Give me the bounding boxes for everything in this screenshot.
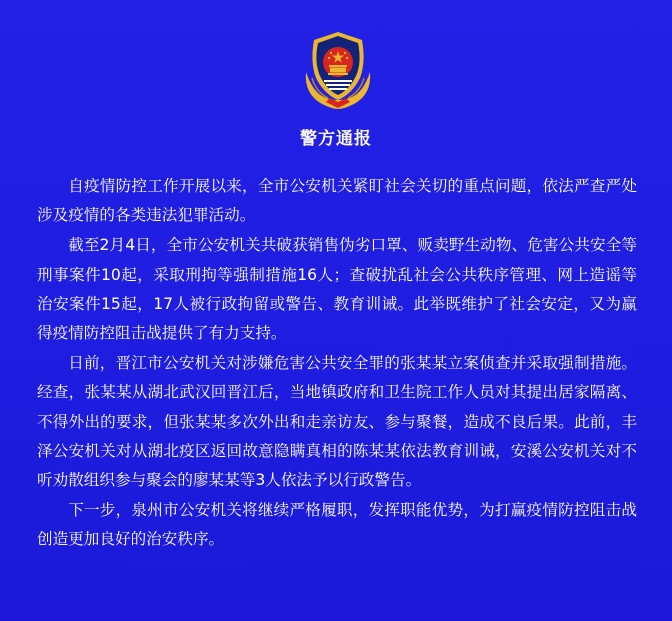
police-emblem-icon (298, 28, 378, 110)
notice-body (37, 172, 637, 556)
paragraph: 日前，晋江市公安机关对涉嫌危害公共安全罪的张某某立案侦查并采取强制措施。经查，张某某从湖北武汉回晋江后，当地镇政府和卫生院工作人员对其提出居家隔离、不得外出的要求，但张某某多次外出和走亲访友、参与聚餐，造成不良后果。此前，丰泽公安机关对从湖北疫区返回故意隐瞒真相的陈某某依法教育训诫，安溪公安机关对不听劝散组织参与聚会的廖某某等3人依法予以行政警告。 (37, 354, 637, 490)
paragraph: 下一步，泉州市公安机关将继续严格履职，发挥职能优势，为打赢疫情防控阻击战创造更加良好的治安秩序。 (37, 501, 637, 549)
notice-title: 警方通报 (300, 129, 372, 149)
paragraph: 截至2月4日，全市公安机关共破获销售伪劣口罩、贩卖野生动物、危害公共安全等刑事案件10起，采取刑拘等强制措施16人；查破扰乱社会公共秩序管理、网上造谣等治安案件15起，17人被行政拘留或警告、教育训诫。此举既维护了社会安定，又为赢得疫情防控阻击战提供了有力支持。 (37, 236, 637, 343)
paragraph: 自疫情防控工作开展以来，全市公安机关紧盯社会关切的重点问题，依法严查严处涉及疫情的各类违法犯罪活动。 (37, 177, 637, 225)
